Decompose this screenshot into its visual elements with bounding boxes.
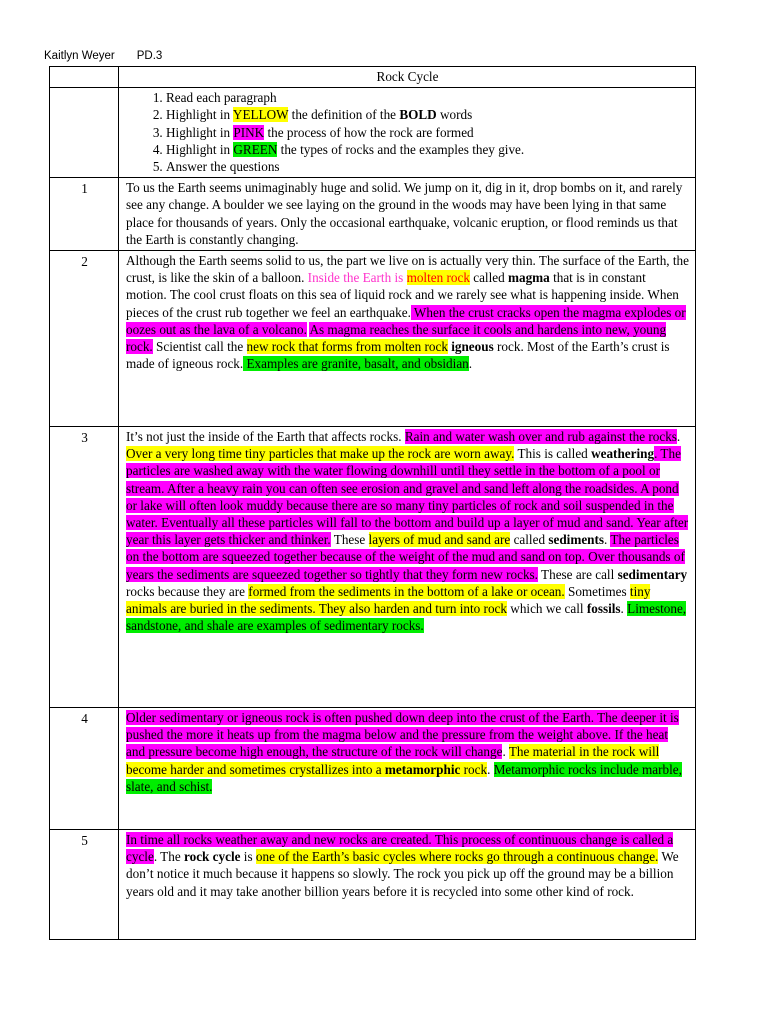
instructions-blank-cell xyxy=(50,88,119,178)
text-run: This is called xyxy=(514,446,592,462)
bold-term: fossils xyxy=(586,601,621,617)
student-name: Kaitlyn Weyer xyxy=(44,50,115,62)
title-row xyxy=(50,67,696,88)
instruction-item xyxy=(166,158,689,175)
paragraph-number: 4 xyxy=(50,708,119,830)
bold-term: igneous xyxy=(451,339,494,355)
text-run: Highlight in xyxy=(166,141,234,157)
highlight-pink-text: Rain and water wash over and rub against the rocks xyxy=(404,429,677,445)
instructions-row xyxy=(50,88,696,178)
text-run: Read each paragraph xyxy=(166,90,277,106)
text-run: Highlight in xyxy=(166,107,233,123)
bold-term: weathering xyxy=(591,446,655,462)
class-period: PD.3 xyxy=(136,50,163,62)
text-run: . xyxy=(502,744,509,760)
highlight-green-text: GREEN xyxy=(233,141,278,157)
instruction-item xyxy=(166,124,689,141)
bold-term: sedimentary xyxy=(617,566,688,582)
highlight-yellow-text: tiny animals are buried in the sediments. They also harden and turn into rock xyxy=(126,583,651,617)
highlight-yellow-text: molten rock xyxy=(406,270,470,286)
paragraph-number: 2 xyxy=(50,251,119,427)
rock-cycle-worksheet-table xyxy=(49,66,696,940)
text-run: Highlight in xyxy=(166,124,234,140)
text-run: Sometimes xyxy=(564,583,630,599)
text-run: rock. Most of the Earth’s crust is made of igneous rock. xyxy=(126,339,670,372)
highlight-yellow-text: YELLOW xyxy=(232,107,289,123)
highlight-yellow-text: layers of mud and sand are xyxy=(368,532,511,548)
paragraph-row-2 xyxy=(50,251,696,427)
text-run: Answer the questions xyxy=(166,159,280,175)
highlight-yellow-text: Over a very long time tiny particles that make up the rock are worn away. xyxy=(126,446,515,462)
paragraph-text xyxy=(119,427,696,708)
highlight-pink-text: Older sedimentary or igneous rock is often pushed down deep into the crust of the Earth. The deeper it is pushed the more it heats up from the magma below and the pressure from the weight above. If the heat and pressure become high enough, the structure of the rock will change xyxy=(126,710,679,760)
paragraph-text xyxy=(119,708,696,830)
text-run: called xyxy=(510,532,549,548)
text-run: the process of how the rock are formed xyxy=(264,124,474,140)
highlight-pink-text: PINK xyxy=(233,124,265,140)
text-run: rocks because they are xyxy=(126,583,249,599)
bold-term: rock cycle xyxy=(183,849,241,865)
text-run: Inside the Earth is xyxy=(307,270,407,286)
highlight-pink-text: As magma reaches the surface it cools and hardens into new, young rock. xyxy=(126,321,667,355)
highlight-yellow-text: formed from the sediments in the bottom of a lake or ocean. xyxy=(248,583,565,599)
instructions-cell xyxy=(119,88,696,178)
text-run: the definition of the xyxy=(288,107,400,123)
bold-term: magma xyxy=(508,270,550,286)
instruction-item xyxy=(166,106,689,123)
text-run: We don’t notice it much because it happens so slowly. The rock you pick up off the ground may be a billion years old and it may take another billion years before it is recycled into some other kind of rock. xyxy=(126,849,679,899)
highlight-yellow-text: one of the Earth’s basic cycles where rocks go through a continuous change. xyxy=(255,849,659,865)
bold-term: BOLD xyxy=(399,107,437,123)
text-run: These are call xyxy=(537,566,618,582)
student-header xyxy=(44,50,184,62)
title-blank-cell xyxy=(50,67,119,88)
paragraph-text xyxy=(119,830,696,940)
highlight-yellow-text: metamorphic xyxy=(384,761,461,777)
text-run: which we call xyxy=(507,601,587,617)
highlight-yellow-text: new rock that forms from molten rock xyxy=(246,339,448,355)
instruction-item xyxy=(166,141,689,158)
bold-term: sediments xyxy=(548,532,605,548)
highlight-pink-text: The particles on the bottom are squeezed together because of the weight of the mud and sand on top. Over thousands of years the sediments are squeezed together so tightly that they form new rocks. xyxy=(126,532,685,582)
paragraph-row-1 xyxy=(50,178,696,251)
highlight-green-text: Examples are granite, basalt, and obsidian xyxy=(243,356,469,372)
text-run: . xyxy=(676,429,681,445)
paragraph-text xyxy=(119,251,696,427)
text-run: . xyxy=(620,601,628,617)
text-run: Although the Earth seems solid to us, the part we live on is actually very thin. The surface of the Earth, the crust, is like the skin of a balloon. xyxy=(126,253,690,286)
text-run: . xyxy=(604,532,611,548)
highlight-yellow-text: rock xyxy=(460,761,488,777)
text-run: is xyxy=(240,849,256,865)
highlight-yellow-text: The material in the rock will become harder and sometimes crystallizes into a xyxy=(126,744,660,777)
text-run: . xyxy=(487,761,494,777)
paragraph-number: 5 xyxy=(50,830,119,940)
highlight-pink-text: When the crust cracks open the magma explodes or oozes out as the lava of a volcano. xyxy=(126,304,686,337)
highlight-pink-text: In time all rocks weather away and new rocks are created. This process of continuous change is called a cycle xyxy=(126,832,674,865)
text-run: called xyxy=(469,270,508,286)
text-run: Scientist call the xyxy=(152,339,247,355)
highlight-pink-text: . The particles are washed away with the water flowing downhill until they settle in the bottom of a pool or stream. After a heavy rain you can often see erosion and gravel and sand left along the roadsides. A pond or lake will often look muddy because there are so many tiny particles of rock and soil suspended in the water. Eventually all these particles will fall to the bottom and build up a layer of mud and sand. Year after year this layer gets thicker and thinker. xyxy=(126,446,689,548)
paragraph-text xyxy=(119,178,696,251)
paragraph-number: 3 xyxy=(50,427,119,708)
text-run: To us the Earth seems unimaginably huge and solid. We jump on it, dig in it, drop bombs on it, and rarely see any change. A boulder we see laying on the ground in the woods may have been lying in that same place for thousands of years. Only the occasional earthquake, volcanic eruption, or flood reminds us that the Earth is constantly changing. xyxy=(126,180,683,247)
text-run: These xyxy=(330,532,369,548)
text-run: that is in constant motion. The cool crust floats on this sea of liquid rock and we rarely see what is happening inside. When pieces of the crust rub together we feel an earthquake. xyxy=(126,270,679,320)
instructions-list xyxy=(126,89,689,175)
worksheet-title: Rock Cycle xyxy=(119,67,696,88)
instruction-item xyxy=(166,89,689,106)
paragraph-number: 1 xyxy=(50,178,119,251)
text-run: words xyxy=(436,107,473,123)
highlight-green-text: Limestone, sandstone, and shale are examples of sedimentary rocks. xyxy=(126,601,687,634)
paragraph-row-5 xyxy=(50,830,696,940)
paragraph-row-4 xyxy=(50,708,696,830)
text-run: the types of rocks and the examples they give. xyxy=(277,141,525,157)
highlight-green-text: Metamorphic rocks include marble, slate, and schist. xyxy=(126,761,682,794)
text-run: . xyxy=(468,356,473,372)
text-run: . The xyxy=(153,849,184,865)
text-run: It’s not just the inside of the Earth that affects rocks. xyxy=(126,429,405,445)
paragraph-row-3 xyxy=(50,427,696,708)
